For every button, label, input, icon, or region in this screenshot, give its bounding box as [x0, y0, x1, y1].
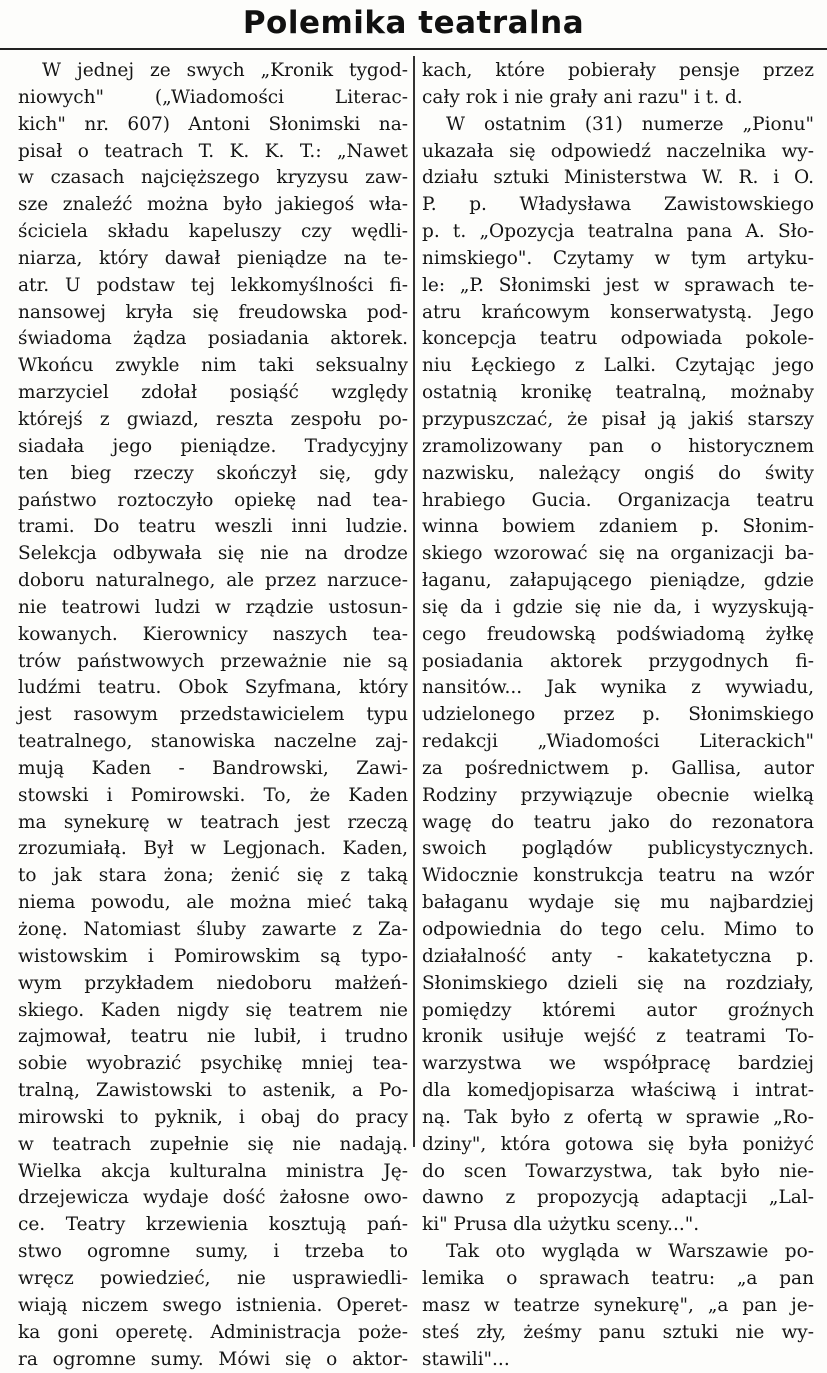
left-column-line: nansowej kryła się freudowska pod- — [18, 300, 408, 327]
left-column-line: nie teatrowi ludzi w rządzie ustosun- — [18, 595, 408, 622]
right-column-line: kach, które pobierały pensje przez — [422, 58, 814, 85]
left-column-line: mują Kaden - Bandrowski, Zawi- — [18, 756, 408, 783]
right-column-line: wagę do teatru jako do rezonatora — [422, 810, 814, 837]
right-column-line: masz w teatrze synekurę", „a pan je- — [422, 1293, 814, 1320]
left-column-line: w teatrach zupełnie się nie nadają. — [18, 1132, 408, 1159]
left-column-line: marzyciel zdołał posiąść względy — [18, 380, 408, 407]
left-column-line: państwo roztoczyło opiekę nad tea- — [18, 488, 408, 515]
left-column-line: siadała jego pieniądze. Tradycyjny — [18, 434, 408, 461]
right-column-line: dawno z propozycją adaptacji „Lal- — [422, 1185, 814, 1212]
left-column-line: trami. Do teatru weszli inni ludzie. — [18, 514, 408, 541]
left-column-line: stowski i Pomirowski. To, że Kaden — [18, 783, 408, 810]
left-column-line: jest rasowym przedstawicielem typu — [18, 702, 408, 729]
left-column — [18, 58, 408, 1143]
left-column-line: sze znaleźć można było jakiegoś wła- — [18, 192, 408, 219]
right-column-line: cały rok i nie grały ani razu" i t. d. — [422, 85, 814, 112]
title-rule — [0, 48, 827, 50]
left-column-line: ra ogromne sumy. Mówi się o aktor- — [18, 1347, 408, 1373]
right-column-line: się da i gdzie się nie da, i wyzyskują- — [422, 595, 814, 622]
right-column-line: ukazała się odpowiedź naczelnika wy- — [422, 139, 814, 166]
left-column-line: ściciela składu kapeluszy czy wędli- — [18, 219, 408, 246]
right-column-line: dziny", która gotowa się była poniżyć — [422, 1132, 814, 1159]
left-column-line: zajmował, teatru nie lubił, i trudno — [18, 1024, 408, 1051]
right-column-line: dla komedjopisarza właściwą i intrat- — [422, 1078, 814, 1105]
left-column-line: atr. U podstaw tej lekkomyślności fi- — [18, 273, 408, 300]
right-column-line: P. p. Władysława Zawistowskiego — [422, 192, 814, 219]
right-column-line: niu Łęckiego z Lalki. Czytając jego — [422, 353, 814, 380]
left-column-line: wistowskim i Pomirowskim są typo- — [18, 944, 408, 971]
left-column-line: żonę. Natomiast śluby zawarte z Za- — [18, 917, 408, 944]
right-column-line: nazwisku, należący ongiś do świty — [422, 461, 814, 488]
right-column-line: Widocznie konstrukcja teatru na wzór — [422, 863, 814, 890]
right-column-line: ostatnią kronikę teatralną, możnaby — [422, 380, 814, 407]
left-column-line: ka goni operetę. Administracja poże- — [18, 1320, 408, 1347]
right-column-line: W ostatnim (31) numerze „Pionu" — [422, 112, 814, 139]
left-column-line: ma synekurę w teatrach jest rzeczą — [18, 810, 408, 837]
right-column-line: swoich poglądów publicystycznych. — [422, 836, 814, 863]
right-column-line: przypuszczać, że pisał ją jakiś starszy — [422, 407, 814, 434]
right-column-line: skiego wzorować się na organizacji ba- — [422, 541, 814, 568]
left-column-line: niema powodu, ale można mieć taką — [18, 890, 408, 917]
left-column-line: Wkońcu zwykle nim taki seksualny — [18, 353, 408, 380]
right-column-line: Rodziny przywiązuje obecnie wielką — [422, 783, 814, 810]
right-column-line: za pośrednictwem p. Gallisa, autor — [422, 756, 814, 783]
article-title: Polemika teatralna — [0, 4, 827, 42]
left-column-line: wym przykładem niedoboru małżeń- — [18, 971, 408, 998]
right-column-line: działalność anty - kakatetyczna p. — [422, 944, 814, 971]
left-column-line: teatralnego, stanowiska naczelne zaj- — [18, 729, 408, 756]
right-column-line: cego freudowską podświadomą żyłkę — [422, 622, 814, 649]
right-column-line: stawili"... — [422, 1347, 814, 1373]
right-column-line: atru krańcowym konserwatystą. Jego — [422, 300, 814, 327]
right-column-line: nimskiego". Czytamy w tym artyku- — [422, 246, 814, 273]
right-column-line: kronik usiłuje wejść z teatrami To- — [422, 1024, 814, 1051]
left-column-line: niowych" („Wiadomości Literac- — [18, 85, 408, 112]
right-column-line: lemika o sprawach teatru: „a pan — [422, 1266, 814, 1293]
left-column-line: wręcz powiedzieć, nie usprawiedli- — [18, 1266, 408, 1293]
column-divider — [413, 56, 415, 1147]
left-column-line: świadoma żądza posiadania aktorek. — [18, 326, 408, 353]
right-column-line: Słonimskiego dzieli się na rozdziały, — [422, 971, 814, 998]
left-column-line: stwo ogromne sumy, i trzeba to — [18, 1239, 408, 1266]
right-column-line: udzielonego przez p. Słonimskiego — [422, 702, 814, 729]
left-column-line: niarza, który dawał pieniądze na te- — [18, 246, 408, 273]
left-column-line: sobie wyobrazić psychikę mniej tea- — [18, 1051, 408, 1078]
left-column-line: W jednej ze swych „Kronik tygod- — [18, 58, 408, 85]
left-column-line: mirowski to pyknik, i obaj do pracy — [18, 1105, 408, 1132]
left-column-line: Wielka akcja kulturalna ministra Ję- — [18, 1159, 408, 1186]
right-column-line: nansitów... Jak wynika z wywiadu, — [422, 675, 814, 702]
right-column-line: koncepcja teatru odpowiada pokole- — [422, 326, 814, 353]
left-column-line: doboru naturalnego, ale przez narzuce- — [18, 568, 408, 595]
right-column-line: hrabiego Gucia. Organizacja teatru — [422, 488, 814, 515]
left-column-line: drzejewicza wydaje dość żałosne owo- — [18, 1185, 408, 1212]
right-column-line: działu sztuki Ministerstwa W. R. i O. — [422, 165, 814, 192]
right-column-line: łaganu, załapującego pieniądze, gdzie — [422, 568, 814, 595]
right-column-line: ną. Tak było z ofertą w sprawie „Ro- — [422, 1105, 814, 1132]
right-column-line: do scen Towarzystwa, tak było nie- — [422, 1159, 814, 1186]
left-column-line: skiego. Kaden nigdy się teatrem nie — [18, 998, 408, 1025]
right-column-line: Tak oto wygląda w Warszawie po- — [422, 1239, 814, 1266]
left-column-line: wiają niczem swego istnienia. Operet- — [18, 1293, 408, 1320]
left-column-line: ten bieg rzeczy skończył się, gdy — [18, 461, 408, 488]
left-column-line: Selekcja odbywała się nie na drodze — [18, 541, 408, 568]
left-column-line: zrozumiałą. Był w Legjonach. Kaden, — [18, 836, 408, 863]
left-column-line: to jak stara żona; żenić się z taką — [18, 863, 408, 890]
right-column-line: bałaganu wydaje się mu najbardziej — [422, 890, 814, 917]
left-column-line: tralną, Zawistowski to astenik, a Po- — [18, 1078, 408, 1105]
right-column-line: odpowiednia do tego celu. Mimo to — [422, 917, 814, 944]
left-column-line: pisał o teatrach T. K. K. T.: „Nawet — [18, 139, 408, 166]
left-column-line: kowanych. Kierownicy naszych tea- — [18, 622, 408, 649]
left-column-line: którejś z gwiazd, reszta zespołu po- — [18, 407, 408, 434]
right-column-line: winna bowiem zdaniem p. Słonim- — [422, 514, 814, 541]
right-column-line: pomiędzy któremi autor groźnych — [422, 998, 814, 1025]
left-column-line: trów państwowych przeważnie nie są — [18, 649, 408, 676]
right-column-line: le: „P. Słonimski jest w sprawach te- — [422, 273, 814, 300]
right-column-line: posiadania aktorek przygodnych fi- — [422, 649, 814, 676]
right-column-line: warzystwa we współpracę bardziej — [422, 1051, 814, 1078]
right-column-line: ki" Prusa dla użytku sceny...". — [422, 1212, 814, 1239]
left-column-line: ludźmi teatru. Obok Szyfmana, który — [18, 675, 408, 702]
right-column-line: zramolizowany pan o historycznem — [422, 434, 814, 461]
left-column-line: w czasach najcięższego kryzysu zaw- — [18, 165, 408, 192]
right-column-line: redakcji „Wiadomości Literackich" — [422, 729, 814, 756]
left-column-line: kich" nr. 607) Antoni Słonimski na- — [18, 112, 408, 139]
right-column-line: p. t. „Opozycja teatralna pana A. Sło- — [422, 219, 814, 246]
right-column-line: steś zły, żeśmy panu sztuki nie wy- — [422, 1320, 814, 1347]
right-column — [422, 58, 814, 1143]
left-column-line: ce. Teatry krzewienia kosztują pań- — [18, 1212, 408, 1239]
